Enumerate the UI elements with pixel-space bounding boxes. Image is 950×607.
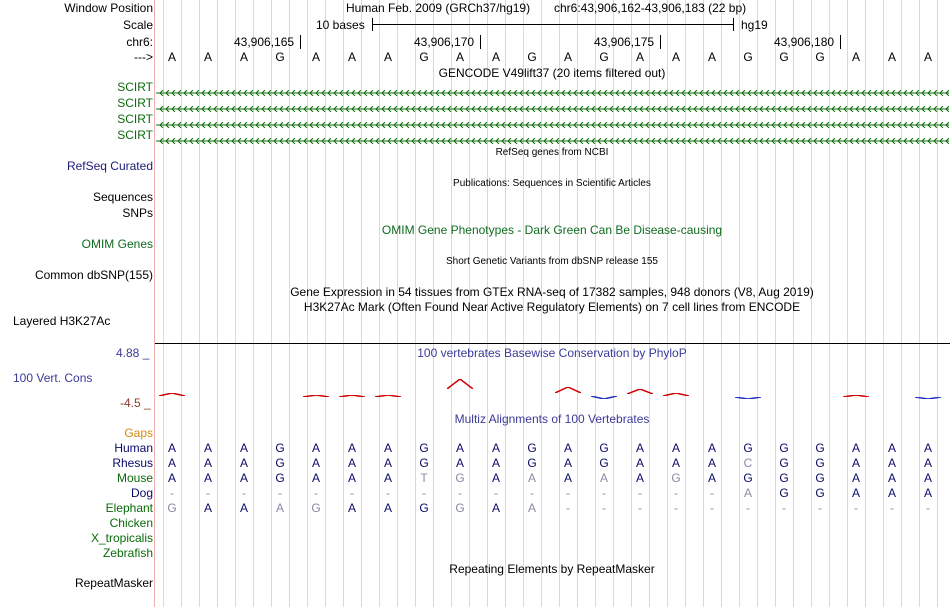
- aligned-base: A: [311, 456, 320, 470]
- species-label[interactable]: Human: [114, 441, 153, 455]
- base: A: [167, 50, 176, 64]
- species-label[interactable]: Zebrafish: [102, 546, 153, 560]
- aligned-base: A: [671, 456, 680, 470]
- base: G: [779, 50, 789, 64]
- gencode-transcript-label[interactable]: SCIRT: [117, 128, 153, 142]
- aligned-base: A: [203, 441, 212, 455]
- phylop-track-title[interactable]: 100 vertebrates Basewise Conservation by PhyloP: [417, 346, 687, 360]
- base: A: [491, 50, 500, 64]
- phylop-score-mark: [447, 378, 473, 388]
- coord-tick: [660, 35, 661, 49]
- omim-label[interactable]: OMIM Genes: [81, 237, 153, 251]
- window-position-label: Window Position: [64, 1, 153, 15]
- aligned-base: A: [311, 471, 320, 485]
- phylop-score-mark: [627, 383, 653, 388]
- scale-text: 10 bases: [316, 18, 365, 32]
- gencode-transcript-label[interactable]: SCIRT: [117, 80, 153, 94]
- aligned-base: G: [815, 441, 825, 455]
- aligned-base: A: [275, 501, 284, 515]
- phylop-score-mark: [663, 385, 689, 388]
- aligned-base: -: [566, 501, 570, 515]
- species-label[interactable]: Dog: [130, 486, 153, 500]
- refseq-track-title[interactable]: RefSeq genes from NCBI: [495, 147, 609, 158]
- aligned-base: A: [671, 441, 680, 455]
- scale-bar-right-cap: [733, 18, 734, 31]
- publications-track-title[interactable]: Publications: Sequences in Scientific Articles: [453, 178, 651, 189]
- aligned-base: G: [311, 501, 321, 515]
- aligned-base: A: [887, 471, 896, 485]
- repeatmasker-track-title[interactable]: Repeating Elements by RepeatMasker: [449, 562, 655, 576]
- db-text: hg19: [741, 18, 768, 32]
- aligned-base: -: [422, 486, 426, 500]
- aligned-base: -: [638, 501, 642, 515]
- aligned-base: A: [383, 471, 392, 485]
- aligned-base: -: [170, 486, 174, 500]
- base: A: [707, 50, 716, 64]
- aligned-base: A: [491, 441, 500, 455]
- aligned-base: G: [743, 441, 753, 455]
- h3k27ac-label[interactable]: Layered H3K27Ac: [13, 314, 111, 328]
- aligned-base: A: [887, 441, 896, 455]
- position-text: chr6:43,906,162-43,906,183 (22 bp): [554, 1, 747, 15]
- aligned-base: -: [782, 501, 786, 515]
- aligned-base: G: [527, 456, 537, 470]
- aligned-base: -: [566, 486, 570, 500]
- phylop-score-mark: [339, 386, 365, 388]
- gencode-transcript-label[interactable]: SCIRT: [117, 112, 153, 126]
- aligned-base: G: [599, 456, 609, 470]
- aligned-base: A: [203, 456, 212, 470]
- coord-tick: [300, 35, 301, 49]
- coord-tick: [480, 35, 481, 49]
- aligned-base: -: [278, 486, 282, 500]
- aligned-base: A: [923, 456, 932, 470]
- aligned-base: G: [275, 471, 285, 485]
- phylop-score-mark: [159, 385, 185, 388]
- aligned-base: A: [311, 441, 320, 455]
- aligned-base: A: [887, 486, 896, 500]
- species-label[interactable]: Rhesus: [112, 456, 153, 470]
- label-divider: [154, 0, 155, 607]
- aligned-base: A: [635, 456, 644, 470]
- base: A: [383, 50, 392, 64]
- aligned-base: A: [347, 501, 356, 515]
- aligned-base: A: [491, 456, 500, 470]
- aligned-base: C: [743, 456, 753, 470]
- aligned-base: A: [635, 441, 644, 455]
- aligned-base: A: [851, 486, 860, 500]
- gtex-track-title[interactable]: Gene Expression in 54 tissues from GTEx RNA-seq of 17382 samples, 948 donors (V8, Aug 2019): [290, 285, 814, 299]
- aligned-base: A: [635, 471, 644, 485]
- aligned-base: G: [167, 501, 177, 515]
- strand-arrow-label: --->: [134, 50, 153, 64]
- phylop-score-mark: [591, 388, 617, 391]
- aligned-base: G: [419, 441, 429, 455]
- scale-bar-left-cap: [372, 18, 373, 31]
- aligned-base: A: [491, 501, 500, 515]
- assembly-text: Human Feb. 2009 (GRCh37/hg19): [346, 1, 531, 15]
- aligned-base: -: [602, 486, 606, 500]
- aligned-base: -: [890, 501, 894, 515]
- phylop-score-mark: [843, 386, 869, 388]
- dbsnp-label[interactable]: Common dbSNP(155): [34, 268, 153, 282]
- scale-label: Scale: [122, 18, 153, 32]
- aligned-base: G: [455, 501, 465, 515]
- base: G: [815, 50, 825, 64]
- aligned-base: A: [167, 456, 176, 470]
- aligned-base: -: [602, 501, 606, 515]
- base: G: [743, 50, 753, 64]
- aligned-base: -: [674, 501, 678, 515]
- aligned-base: A: [599, 471, 608, 485]
- aligned-base: A: [851, 441, 860, 455]
- aligned-base: G: [419, 456, 429, 470]
- multiz-track-title[interactable]: Multiz Alignments of 100 Vertebrates: [454, 412, 650, 426]
- gencode-transcript-label[interactable]: SCIRT: [117, 96, 153, 110]
- aligned-base: -: [242, 486, 246, 500]
- aligned-base: A: [563, 471, 572, 485]
- aligned-base: G: [275, 456, 285, 470]
- aligned-base: A: [347, 441, 356, 455]
- aligned-base: G: [815, 471, 825, 485]
- gaps-label[interactable]: Gaps: [124, 426, 153, 440]
- coord-165: 43,906,165: [234, 35, 295, 49]
- aligned-base: -: [314, 486, 318, 500]
- phylop-score-mark: [915, 388, 941, 390]
- omim-track-title[interactable]: OMIM Gene Phenotypes - Dark Green Can Be Disease-causing: [381, 223, 723, 237]
- aligned-base: -: [206, 486, 210, 500]
- aligned-base: G: [599, 441, 609, 455]
- aligned-base: A: [527, 471, 536, 485]
- aligned-base: A: [455, 456, 464, 470]
- aligned-base: A: [851, 471, 860, 485]
- dbsnp-track-title[interactable]: Short Genetic Variants from dbSNP release 155: [446, 256, 658, 267]
- aligned-base: -: [818, 501, 822, 515]
- aligned-base: -: [854, 501, 858, 515]
- aligned-base: A: [383, 441, 392, 455]
- aligned-base: A: [707, 471, 716, 485]
- phylop-min-value: -4.5 _: [120, 396, 151, 410]
- aligned-base: -: [710, 501, 714, 515]
- aligned-base: G: [527, 441, 537, 455]
- scale-bar: [372, 24, 734, 25]
- aligned-base: -: [494, 486, 498, 500]
- snps-label[interactable]: SNPs: [122, 206, 153, 220]
- coord-tick: [840, 35, 841, 49]
- aligned-base: G: [779, 471, 789, 485]
- base: G: [419, 50, 429, 64]
- phylop-max-value: 4.88 _: [116, 346, 150, 360]
- aligned-base: A: [347, 456, 356, 470]
- aligned-base: G: [815, 486, 825, 500]
- coord-170: 43,906,170: [414, 35, 475, 49]
- coord-180: 43,906,180: [774, 35, 835, 49]
- aligned-base: T: [420, 471, 428, 485]
- aligned-base: -: [350, 486, 354, 500]
- chr-label: chr6:: [126, 35, 153, 49]
- aligned-base: A: [923, 441, 932, 455]
- aligned-base: A: [923, 486, 932, 500]
- h3k27ac-track-title[interactable]: H3K27Ac Mark (Often Found Near Active Regulatory Elements) on 7 cell lines from ENCODE: [303, 300, 801, 314]
- coord-175: 43,906,175: [594, 35, 655, 49]
- base: A: [347, 50, 356, 64]
- aligned-base: -: [458, 486, 462, 500]
- phylop-score-mark: [375, 386, 401, 388]
- base: G: [527, 50, 537, 64]
- base: A: [671, 50, 680, 64]
- base: A: [203, 50, 212, 64]
- aligned-base: A: [239, 441, 248, 455]
- aligned-base: A: [203, 471, 212, 485]
- aligned-base: A: [887, 456, 896, 470]
- aligned-base: G: [275, 441, 285, 455]
- aligned-base: -: [386, 486, 390, 500]
- base: A: [635, 50, 644, 64]
- gencode-transcript-strand[interactable]: [156, 133, 949, 139]
- aligned-base: G: [779, 456, 789, 470]
- aligned-base: G: [455, 471, 465, 485]
- aligned-base: A: [527, 501, 536, 515]
- aligned-base: A: [707, 456, 716, 470]
- base: A: [311, 50, 320, 64]
- aligned-base: A: [743, 486, 752, 500]
- aligned-base: A: [563, 456, 572, 470]
- species-label[interactable]: Elephant: [105, 501, 153, 515]
- aligned-base: -: [926, 501, 930, 515]
- aligned-base: G: [671, 471, 681, 485]
- aligned-base: -: [638, 486, 642, 500]
- refseq-label[interactable]: RefSeq Curated: [66, 159, 153, 173]
- aligned-base: A: [239, 501, 248, 515]
- aligned-base: -: [674, 486, 678, 500]
- base: G: [275, 50, 285, 64]
- aligned-base: A: [239, 471, 248, 485]
- base: A: [851, 50, 860, 64]
- aligned-base: A: [167, 441, 176, 455]
- aligned-base: -: [746, 501, 750, 515]
- aligned-base: A: [239, 456, 248, 470]
- aligned-base: -: [530, 486, 534, 500]
- sequences-label[interactable]: Sequences: [92, 190, 153, 204]
- repeatmasker-label[interactable]: RepeatMasker: [74, 576, 153, 590]
- aligned-base: G: [419, 501, 429, 515]
- aligned-base: -: [710, 486, 714, 500]
- species-label[interactable]: X_tropicalis: [90, 531, 153, 545]
- base: A: [563, 50, 572, 64]
- aligned-base: A: [851, 456, 860, 470]
- species-label[interactable]: Mouse: [116, 471, 153, 485]
- aligned-base: G: [779, 486, 789, 500]
- aligned-base: A: [455, 441, 464, 455]
- aligned-base: A: [923, 471, 932, 485]
- aligned-base: A: [707, 441, 716, 455]
- base: A: [923, 50, 932, 64]
- aligned-base: A: [167, 471, 176, 485]
- aligned-base: G: [743, 471, 753, 485]
- aligned-base: G: [815, 456, 825, 470]
- base: A: [887, 50, 896, 64]
- aligned-base: A: [491, 471, 500, 485]
- gencode-track-title[interactable]: GENCODE V49lift37 (20 items filtered out): [438, 66, 666, 80]
- h3k27ac-baseline: [155, 343, 950, 344]
- gencode-transcript-strand[interactable]: [156, 101, 949, 107]
- base: A: [239, 50, 248, 64]
- phylop-score-mark: [303, 386, 329, 388]
- gencode-transcript-strand[interactable]: [156, 85, 949, 91]
- base: A: [455, 50, 464, 64]
- phylop-score-mark: [555, 382, 581, 388]
- species-label[interactable]: Chicken: [109, 516, 153, 530]
- aligned-base: A: [383, 501, 392, 515]
- aligned-base: A: [383, 456, 392, 470]
- gencode-transcript-strand[interactable]: [156, 117, 949, 123]
- aligned-base: A: [203, 501, 212, 515]
- phylop-score-mark: [735, 388, 761, 390]
- aligned-base: G: [779, 441, 789, 455]
- phylop-label[interactable]: 100 Vert. Cons: [13, 371, 93, 385]
- aligned-base: A: [347, 471, 356, 485]
- aligned-base: A: [563, 441, 572, 455]
- base: G: [599, 50, 609, 64]
